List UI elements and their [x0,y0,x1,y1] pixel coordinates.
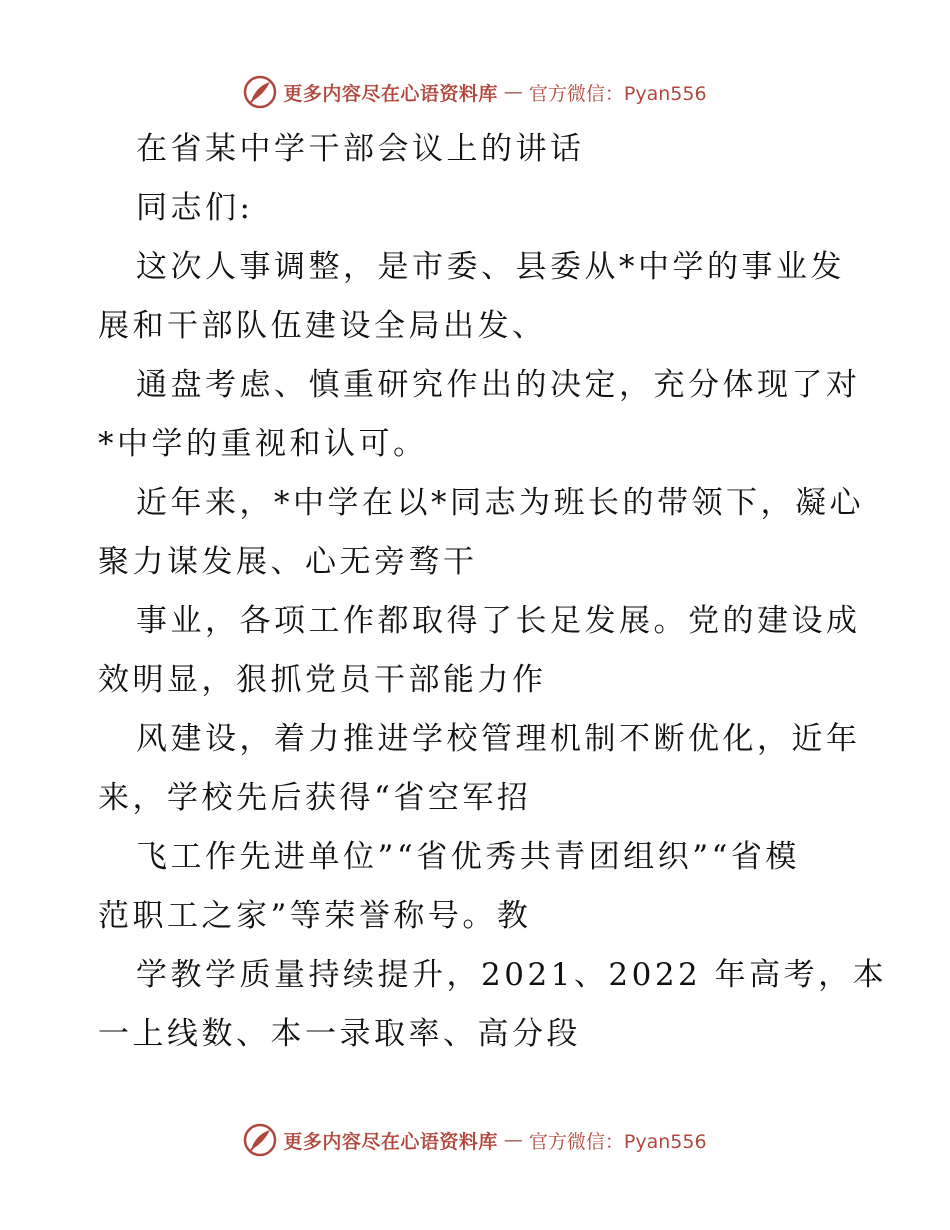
feather-logo-icon [243,75,277,109]
paragraph-line: 近年来，*中学在以*同志为班长的带领下，凝心 [136,485,864,521]
feather-logo-icon [243,1123,277,1157]
paragraph-line: 飞工作先进单位”“省优秀共青团组织”“省模 [136,839,800,875]
paragraph-line: 展和干部队伍建设全局出发、 [98,308,547,344]
watermark-contact: 官方微信：Pyan556 [528,82,707,105]
salutation: 同志们: [136,190,254,226]
paragraph-line: 聚力谋发展、心无旁骛干 [98,544,478,580]
paragraph-line: 风建设，着力推进学校管理机制不断优化，近年 [136,721,861,757]
watermark-text: 更多内容尽在心语资料库 [283,1130,498,1153]
watermark-separator: — [503,81,523,103]
watermark-separator: — [503,1129,523,1151]
watermark-contact: 官方微信：Pyan556 [528,1130,707,1153]
paragraph-line: 效明显，狠抓党员干部能力作 [98,662,547,698]
paragraph-line: 学教学质量持续提升，2021、2022 年高考，本 [136,957,888,993]
paragraph-line: 范职工之家”等荣誉称号。教 [98,898,532,934]
footer-watermark [0,1120,950,1160]
paragraph-line: 通盘考虑、慎重研究作出的决定，充分体现了对 [136,367,861,403]
paragraph-line: *中学的重视和认可。 [98,426,428,462]
document-body [98,120,888,1064]
header-watermark [0,72,950,112]
paragraph-line: 一上线数、本一录取率、高分段 [98,1016,581,1052]
paragraph-line: 这次人事调整，是市委、县委从*中学的事业发 [136,249,845,285]
document-title: 在省某中学干部会议上的讲话 [136,131,585,167]
paragraph-line: 事业，各项工作都取得了长足发展。党的建设成 [136,603,861,639]
watermark-text: 更多内容尽在心语资料库 [283,82,498,105]
paragraph-line: 来，学校先后获得“省空军招 [98,780,532,816]
